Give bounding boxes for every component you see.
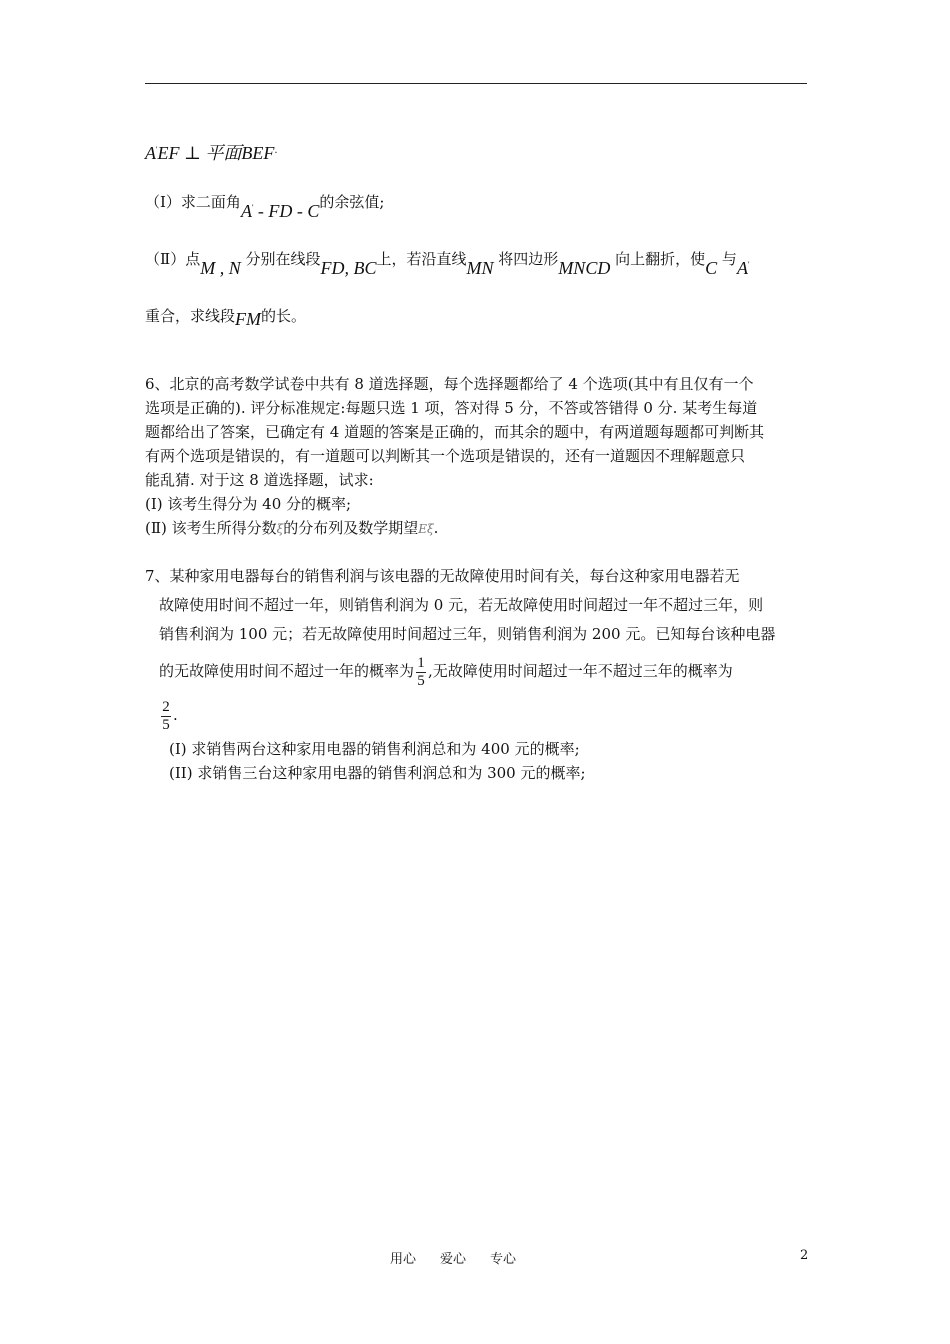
q6-line: (Ⅰ) 该考生得分为 40 分的概率;: [145, 495, 352, 513]
q7-part2: (II) 求销售三台这种家用电器的销售利润总和为 300 元的概率;: [169, 764, 586, 782]
q6-line: 能乱猜. 对于这 8 道选择题，试求:: [145, 471, 374, 489]
fraction: $\frac{1}{5}$: [417, 654, 425, 689]
q6-line: 有两个选项是错误的，有一道题可以判断其一个选项是错误的，还有一道题因不理解题意只: [145, 447, 746, 465]
header-rule: [145, 83, 807, 84]
q7-line: $\frac{2}{5}$ .: [162, 698, 178, 733]
q6-line: 选项是正确的). 评分标准规定:每题只选 1 项，答对得 5 分，不答或答错得 0 分. 某考生每道: [145, 399, 758, 417]
q5-part1: （Ⅰ）求二面角A' - FD - C的余弦值;: [145, 193, 385, 221]
math-expr: FM: [235, 309, 262, 329]
math-expr: A': [736, 258, 750, 278]
q5-part2: （Ⅱ）点M , N 分别在线段FD, BC上，若沿直线MN 将四边形MNCD 向上翻折，使C 与A': [145, 250, 750, 278]
math-expr: A' - FD - C: [240, 201, 320, 221]
math-expr: MN: [466, 258, 494, 278]
question-7: [145, 562, 815, 785]
q7-line: 7、某种家用电器每台的销售利润与该电器的无故障使用时间有关，每台这种家用电器若无: [145, 567, 740, 585]
q5-line0: A'EF ⊥ 平面BEF.: [145, 143, 278, 163]
q7-part1: (I) 求销售两台这种家用电器的销售利润总和为 400 元的概率;: [169, 740, 580, 758]
math-expr: MNCD: [558, 258, 611, 278]
math-expr: C: [705, 258, 718, 278]
math-expr: A'EF ⊥ 平面BEF: [145, 143, 275, 163]
q6-part2: (Ⅱ) 该考生所得分数ξ的分布列及数学期望Eξ.: [145, 519, 439, 537]
q6-line: 6、北京的高考数学试卷中共有 8 道选择题，每个选择题都给了 4 个选项(其中有且仅有一个: [145, 375, 754, 393]
q7-line: 销售利润为 100 元；若无故障使用时间超过三年，则销售利润为 200 元。已知每台该种电器: [159, 625, 776, 643]
question-6: [145, 372, 810, 541]
q6-line: 题都给出了答案，已确定有 4 道题的答案是正确的，而其余的题中，有两道题每题都可判断其: [145, 423, 765, 441]
q7-line: 故障使用时间不超过一年，则销售利润为 0 元，若无故障使用时间超过一年不超过三年，则: [159, 596, 764, 614]
fraction: $\frac{2}{5}$: [162, 698, 170, 733]
math-expr: M , N: [200, 258, 241, 278]
q5-part2-line2: 重合，求线段FM的长。: [145, 307, 307, 329]
q7-line: 的无故障使用时间不超过一年的概率为 $\frac{1}{5}$ ,无故障使用时间超过一年不超过三年的概率为: [159, 654, 733, 689]
footer-motto: 用心 爱心 专心: [390, 1252, 517, 1267]
math-expr: FD, BC: [320, 258, 377, 278]
page-number: 2: [800, 1248, 809, 1263]
